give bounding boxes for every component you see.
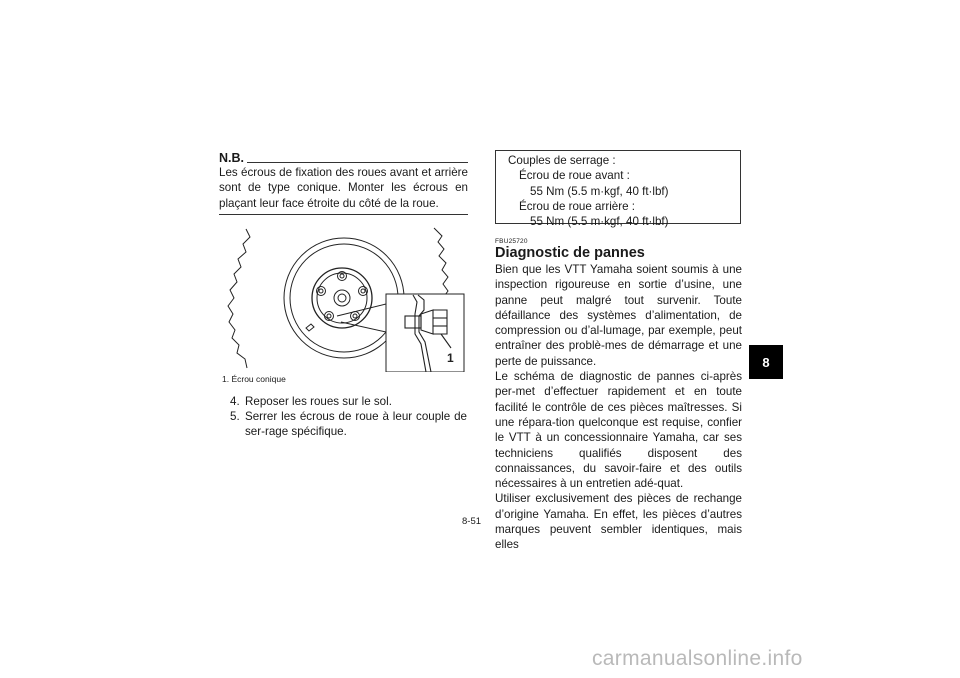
section-title: Diagnostic de pannes [495, 245, 645, 261]
torque-specification-box [495, 150, 741, 229]
figure-callout: 1 [447, 351, 454, 365]
rim-inner [290, 244, 398, 352]
note-label: N.B. [219, 151, 244, 165]
wheel-nut-drawing [219, 224, 469, 372]
hub-cap [338, 294, 346, 302]
torque-front-value: 55 Nm (5.5 m·kgf, 40 ft·lbf) [530, 184, 669, 198]
lug-nuts [317, 272, 368, 321]
section-body [495, 262, 742, 553]
step-text: Reposer les roues sur le sol. [245, 395, 392, 408]
torque-front-label: Écrou de roue avant : [519, 169, 630, 183]
detail-inset [386, 294, 464, 372]
step-4 [230, 394, 470, 410]
figure-caption: 1. Écrou conique [222, 374, 286, 384]
valve-stem [306, 324, 314, 331]
step-text: Serrer les écrous de roue à leur couple de ser-rage spécifique. [245, 410, 467, 439]
tire-tread-left [228, 229, 250, 368]
section-paragraph: Utiliser exclusivement des pièces de rechange d’origine Yamaha. En effet, les pièces d’autres marques peuvent sembler identiques, mais elles [495, 492, 742, 552]
torque-title: Couples de serrage : [508, 154, 616, 167]
torque-rear-label: Écrou de roue arrière : [519, 199, 635, 213]
section-paragraph: Le schéma de diagnostic de pannes ci-après per-met d’effectuer rapidement et en toute facilité le contrôle de ces pièces maîtresses. Si une répara-tion quelconque est requise, confier le VTT à un concessionnaire Yamaha, car ses techniciens qualifiés disposent des connaissances, du savoir-faire et des outils nécessaires à un entretien adé-quat. [495, 370, 742, 491]
watermark: carmanualsonline.info [592, 647, 803, 670]
section-code: FBU25720 [495, 238, 528, 245]
section-paragraph: Bien que les VTT Yamaha soient soumis à une inspection rigoureuse en sortie d’usine, une panne peut malgré tout survenir. Toute défaillance des systèmes d’alimentation, de compression ou d’al-lumage, par exemple, peut entraîner des problè-mes de démarrage et une perte de puissance. [495, 263, 742, 368]
hub-center [334, 290, 350, 306]
step-number: 4. [230, 395, 240, 408]
torque-rear-value: 55 Nm (5.5 m·kgf, 40 ft·lbf) [530, 215, 669, 229]
step-number: 5. [230, 410, 240, 423]
note-top-rule [247, 162, 468, 163]
note-bottom-rule [219, 214, 468, 215]
page-number: 8-51 [462, 516, 482, 527]
step-5 [230, 409, 470, 441]
chapter-tab: 8 [749, 345, 783, 379]
hub-outer [312, 268, 372, 328]
note-text: Les écrous de fixation des roues avant et arrière sont de type conique. Monter les écrous en plaçant leur face étroite du côté de la roue. [219, 166, 468, 210]
wheel-nut-illustration [219, 224, 469, 372]
